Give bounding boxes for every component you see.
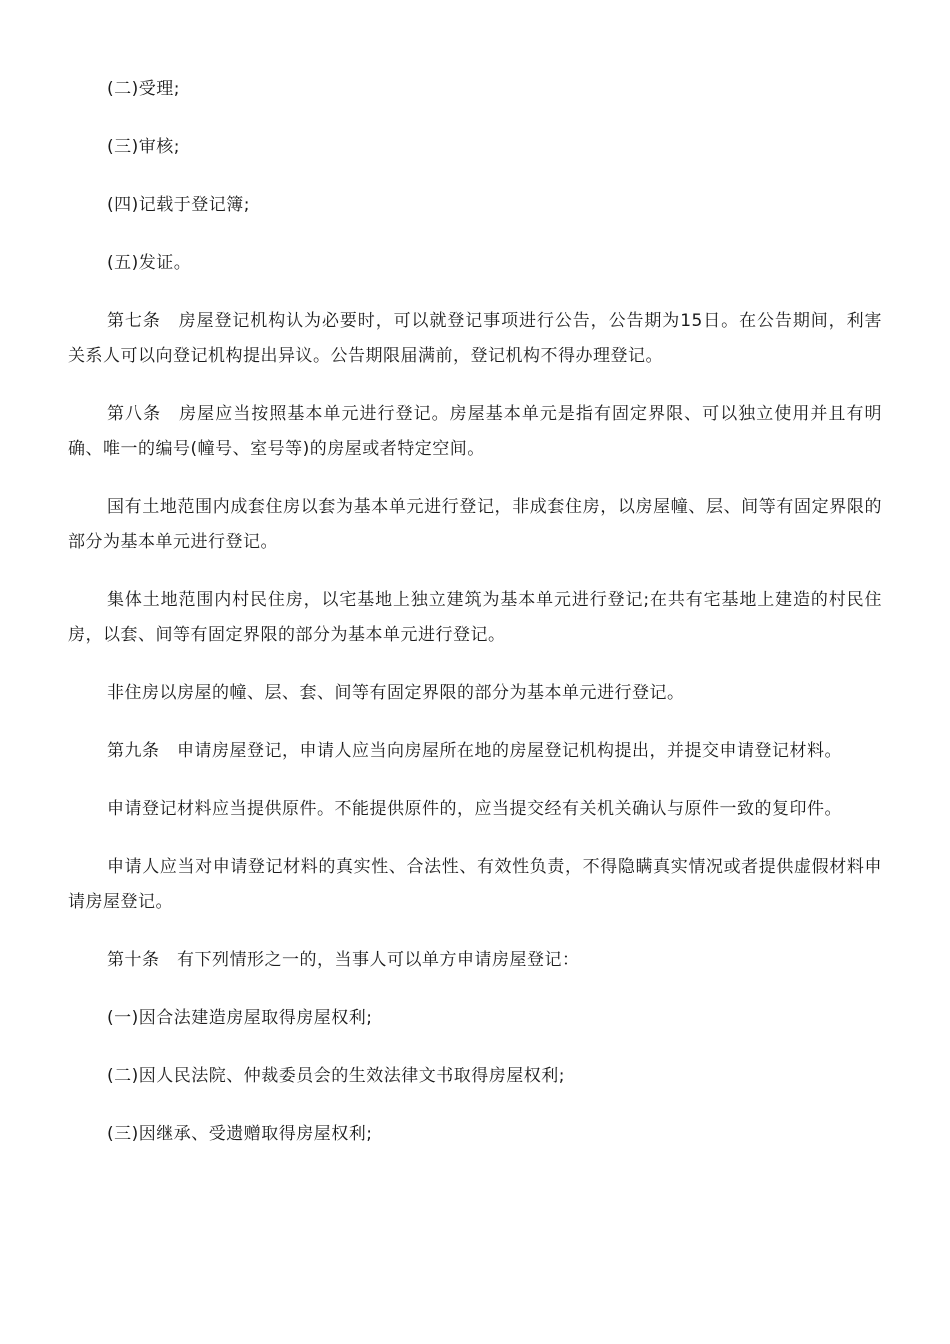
article-10-item-3: (三)因继承、受遗赠取得房屋权利; — [107, 1124, 373, 1144]
article-7: 第七条 房屋登记机构认为必要时，可以就登记事项进行公告，公告期为15日。在公告期间，利害关系人可以向登记机构提出异议。公告期限届满前，登记机构不得办理登记。 — [68, 311, 882, 366]
article-9-responsibility: 申请人应当对申请登记材料的真实性、合法性、有效性负责，不得隐瞒真实情况或者提供虚假材料申请房屋登记。 — [68, 857, 882, 912]
article-8-collective-land: 集体土地范围内村民住房，以宅基地上独立建筑为基本单元进行登记;在共有宅基地上建造的村民住房，以套、间等有固定界限的部分为基本单元进行登记。 — [68, 590, 882, 645]
list-item-record: (四)记载于登记簿; — [107, 195, 250, 215]
list-item-certificate: (五)发证。 — [107, 253, 192, 273]
list-item-acceptance: (二)受理; — [107, 79, 180, 99]
article-8: 第八条 房屋应当按照基本单元进行登记。房屋基本单元是指有固定界限、可以独立使用并且有明确、唯一的编号(幢号、室号等)的房屋或者特定空间。 — [68, 404, 882, 459]
article-8-state-land: 国有土地范围内成套住房以套为基本单元进行登记，非成套住房，以房屋幢、层、间等有固定界限的部分为基本单元进行登记。 — [68, 497, 882, 552]
list-item-review: (三)审核; — [107, 137, 180, 157]
article-8-non-residential: 非住房以房屋的幢、层、套、间等有固定界限的部分为基本单元进行登记。 — [107, 683, 685, 703]
article-10-item-1: (一)因合法建造房屋取得房屋权利; — [107, 1008, 373, 1028]
article-9: 第九条 申请房屋登记，申请人应当向房屋所在地的房屋登记机构提出，并提交申请登记材料。 — [107, 741, 842, 761]
article-9-originals: 申请登记材料应当提供原件。不能提供原件的，应当提交经有关机关确认与原件一致的复印件。 — [107, 799, 842, 819]
article-10-item-2: (二)因人民法院、仲裁委员会的生效法律文书取得房屋权利; — [107, 1066, 565, 1086]
article-10: 第十条 有下列情形之一的，当事人可以单方申请房屋登记： — [107, 950, 580, 970]
